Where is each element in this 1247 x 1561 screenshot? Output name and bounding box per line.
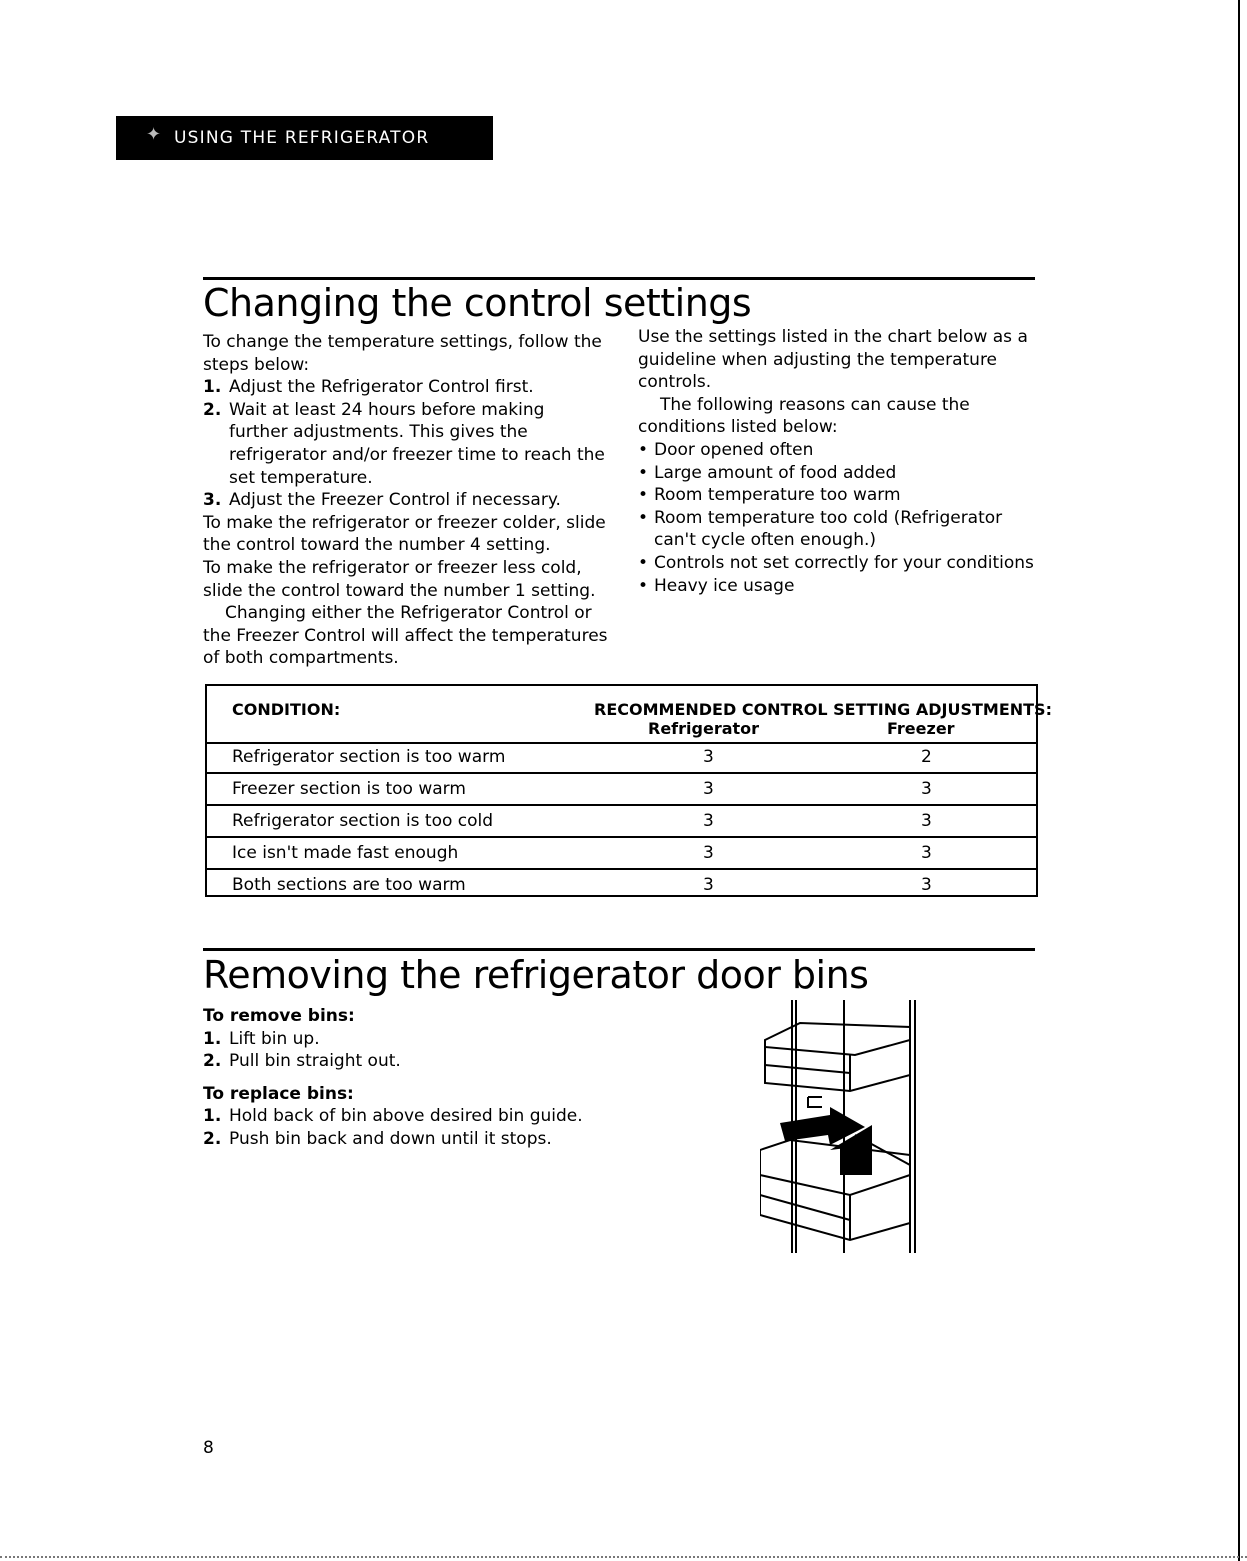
right-column: [638, 326, 1038, 597]
refrigerator-cell: 3: [703, 843, 714, 863]
freezer-cell: 2: [921, 747, 932, 767]
list-item: • Large amount of food added: [638, 462, 1038, 485]
step-text: Pull bin straight out.: [229, 1051, 401, 1072]
table-row: [207, 838, 1036, 870]
section-rule: [203, 277, 1035, 280]
list-item: [203, 399, 608, 489]
step-number: 2.: [203, 1128, 222, 1149]
list-item: [203, 1028, 653, 1051]
condition-cell: Refrigerator section is too warm: [232, 747, 506, 767]
table-row: [207, 774, 1036, 806]
refrigerator-cell: 3: [703, 779, 714, 799]
list-item: • Heavy ice usage: [638, 575, 1038, 598]
replace-steps-list: [203, 1105, 653, 1150]
freezer-cell: 3: [921, 875, 932, 895]
table-row: [207, 742, 1036, 774]
refrigerator-column-header: Refrigerator: [648, 719, 760, 738]
steps-list: [203, 376, 608, 512]
table-row: [207, 806, 1036, 838]
refrigerator-cell: 3: [703, 747, 714, 767]
list-item: • Room temperature too warm: [638, 484, 1038, 507]
freezer-column-header: Freezer: [887, 719, 955, 738]
freezer-cell: 3: [921, 843, 932, 863]
reasons-list: [638, 439, 1038, 597]
step-text: Hold back of bin above desired bin guide.: [229, 1106, 583, 1127]
door-bins-instructions: [203, 1005, 653, 1151]
intro-text: To change the temperature settings, follow the steps below:: [203, 332, 602, 375]
step-text: Push bin back and down until it stops.: [229, 1128, 552, 1149]
section-title: Changing the control settings: [203, 281, 752, 325]
sparkle-icon: ✦: [146, 124, 162, 145]
list-item: [203, 376, 608, 399]
section-rule: [203, 948, 1035, 951]
list-item: [203, 1050, 653, 1073]
condition-header: CONDITION:: [232, 700, 341, 719]
list-item: [203, 1105, 653, 1128]
step-text: Lift bin up.: [229, 1028, 320, 1049]
left-column: [203, 331, 608, 670]
page-number: 8: [203, 1438, 214, 1458]
condition-cell: Refrigerator section is too cold: [232, 811, 494, 831]
banner-title: USING THE REFRIGERATOR: [174, 128, 430, 148]
step-number: 1.: [203, 1106, 222, 1127]
step-number: 2.: [203, 1051, 222, 1072]
freezer-cell: 3: [921, 811, 932, 831]
note-text: Changing either the Refrigerator Control or the Freezer Control will affect the temperatures of both compartments.: [203, 603, 608, 669]
list-item: [203, 489, 608, 512]
remove-heading: To remove bins:: [203, 1006, 355, 1026]
step-number: 1.: [203, 1028, 222, 1049]
freezer-cell: 3: [921, 779, 932, 799]
remove-steps-list: [203, 1028, 653, 1073]
settings-table: [205, 684, 1052, 897]
replace-heading: To replace bins:: [203, 1083, 354, 1104]
colder-text: To make the refrigerator or freezer colder, slide the control toward the number 4 setting.: [203, 512, 606, 556]
refrigerator-cell: 3: [703, 811, 714, 831]
step-text: Adjust the Freezer Control if necessary.: [229, 490, 561, 511]
condition-cell: Freezer section is too warm: [232, 779, 466, 799]
table-header-row: [207, 686, 1052, 744]
condition-cell: Ice isn't made fast enough: [232, 843, 459, 863]
step-number: 3.: [203, 490, 222, 511]
section-banner: [116, 116, 493, 160]
condition-cell: Both sections are too warm: [232, 875, 466, 895]
door-bin-illustration: [760, 995, 930, 1260]
page-bottom-border: [0, 1556, 1247, 1558]
step-number: 2.: [203, 399, 222, 420]
step-text: Adjust the Refrigerator Control first.: [229, 377, 534, 398]
guideline-text: Use the settings listed in the chart below as a guideline when adjusting the temperature controls.: [638, 327, 1028, 393]
list-item: • Controls not set correctly for your conditions: [638, 552, 1038, 575]
step-text: Wait at least 24 hours before making further adjustments. This gives the refrigerator and/or freezer time to reach the set temperature.: [229, 399, 605, 488]
list-item: • Room temperature too cold (Refrigerator can't cycle often enough.): [638, 507, 1038, 552]
list-item: • Door opened often: [638, 439, 1038, 462]
less-cold-text: To make the refrigerator or freezer less cold, slide the control toward the number 1 setting.: [203, 557, 596, 601]
step-number: 1.: [203, 377, 222, 398]
table-row: [207, 870, 1036, 900]
refrigerator-cell: 3: [703, 875, 714, 895]
section-title: Removing the refrigerator door bins: [203, 953, 869, 997]
page-edge-line: [1238, 0, 1240, 1561]
list-item: [203, 1128, 653, 1151]
recommended-header: RECOMMENDED CONTROL SETTING ADJUSTMENTS:: [594, 700, 1052, 719]
reasons-text: The following reasons can cause the conditions listed below:: [638, 394, 970, 438]
